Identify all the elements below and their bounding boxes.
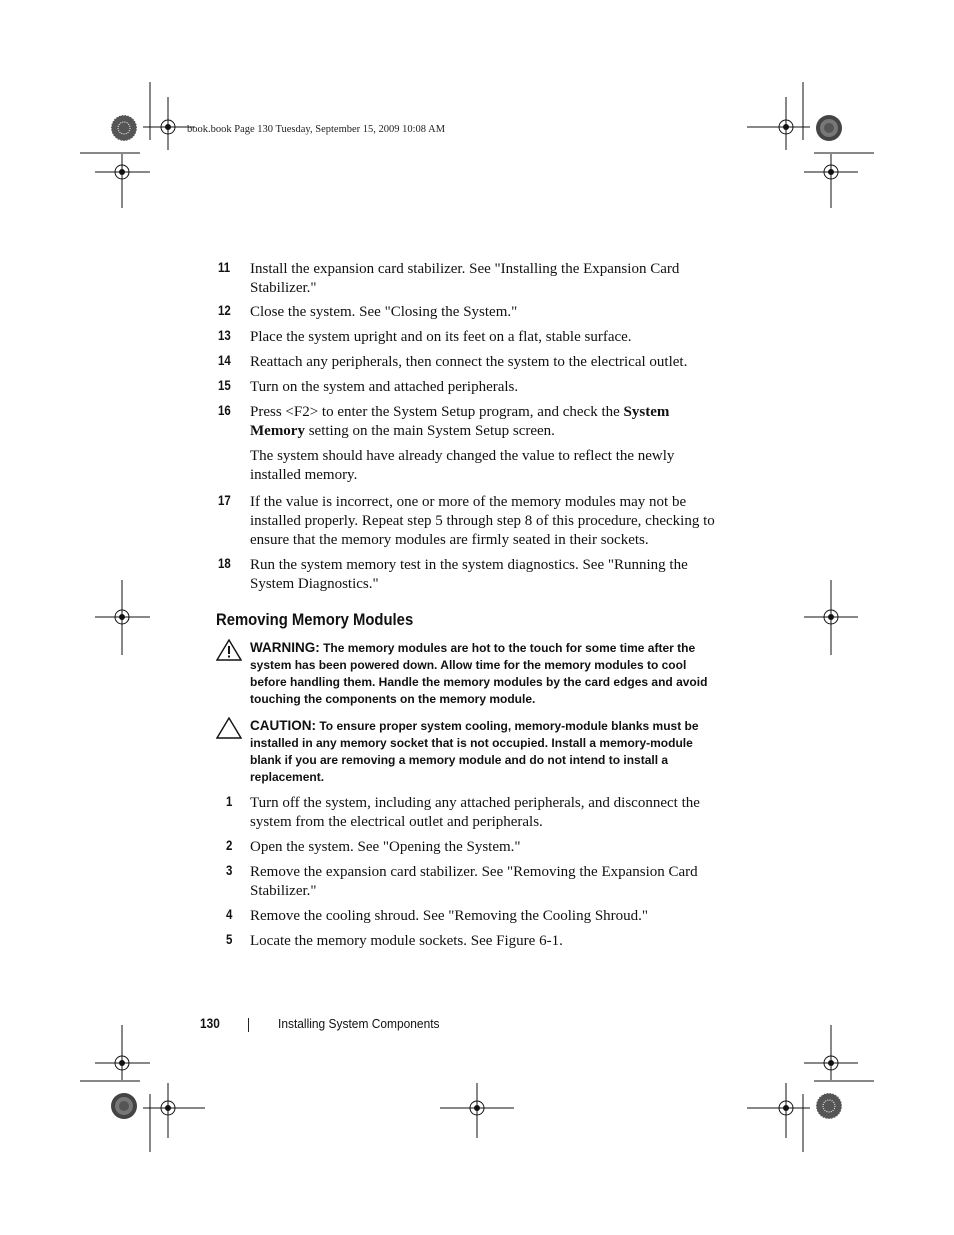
caution-label: CAUTION:	[250, 718, 316, 733]
step-number: 13	[218, 328, 231, 343]
step-number: 18	[218, 556, 231, 571]
step-text: If the value is incorrect, one or more of the memory modules may not be installed properly. Repeat step 5 through step 8 of this procedure, checking to ensure that the memory modules are firmly seated in their sockets.	[250, 494, 715, 548]
warning-icon	[216, 639, 242, 661]
caution-icon	[216, 717, 242, 739]
step-text: Install the expansion card stabilizer. See "Installing the Expansion Card Stabilizer."	[250, 261, 680, 296]
step-text-part: Press <F2> to enter the System Setup program, and check the	[250, 404, 624, 420]
step-text: Turn off the system, including any attached peripherals, and disconnect the system from the electrical outlet and peripherals.	[250, 795, 700, 830]
step-number: 3	[226, 863, 233, 878]
list-item	[218, 794, 718, 832]
step-text: Reattach any peripherals, then connect the system to the electrical outlet.	[250, 354, 688, 370]
step-text: Remove the cooling shroud. See "Removing the Cooling Shroud."	[250, 908, 649, 924]
list-item	[218, 556, 718, 594]
step-text	[250, 403, 718, 441]
caution-body: To ensure proper system cooling, memory-module blanks must be installed in any memory socket that is not occupied. Install a memory-module blank if you are removing a memory module and do not intend to install a replacement.	[250, 719, 699, 784]
list-item	[218, 353, 718, 372]
step-text: Locate the memory module sockets. See Figure 6-1.	[250, 933, 563, 949]
section-heading: Removing Memory Modules	[216, 611, 414, 629]
warning-notice	[216, 639, 716, 708]
list-item	[218, 838, 718, 857]
step-number: 1	[226, 794, 233, 809]
step-text: Turn on the system and attached peripherals.	[250, 379, 519, 395]
list-item	[218, 303, 718, 322]
step-number: 4	[226, 907, 233, 922]
step-number: 5	[226, 932, 233, 947]
list-item	[218, 403, 718, 441]
step-number: 15	[218, 378, 231, 393]
list-item	[218, 932, 718, 951]
list-item	[218, 493, 718, 550]
list-item	[218, 328, 718, 347]
page-number: 130	[200, 1016, 220, 1031]
list-item	[218, 260, 718, 298]
step-text: Remove the expansion card stabilizer. See "Removing the Expansion Card Stabilizer."	[250, 864, 698, 899]
print-header: book.book Page 130 Tuesday, September 15, 2009 10:08 AM	[187, 124, 446, 135]
step-number: 12	[218, 303, 231, 318]
step-number: 16	[218, 403, 231, 418]
chapter-title: Installing System Components	[278, 1016, 440, 1031]
step-number: 11	[218, 260, 231, 275]
step-note: The system should have already changed the value to reflect the newly installed memory.	[250, 448, 675, 483]
step-number: 17	[218, 493, 231, 508]
caution-notice	[216, 717, 716, 786]
step-text: Run the system memory test in the system diagnostics. See "Running the System Diagnostics."	[250, 557, 688, 592]
footer-divider	[248, 1018, 249, 1032]
step-number: 14	[218, 353, 231, 368]
warning-body: The memory modules are hot to the touch for some time after the system has been powered down. Allow time for the memory modules to cool before handling them. Handle the memory modules by the card edges and avoid touching the components on the memory module.	[250, 641, 708, 706]
list-item	[218, 378, 718, 397]
warning-label: WARNING:	[250, 640, 320, 655]
list-item	[218, 863, 718, 901]
warning-text	[250, 639, 720, 708]
list-item	[218, 907, 718, 926]
setting-name: System Memory	[250, 404, 670, 439]
step-number: 2	[226, 838, 233, 853]
step-text: Close the system. See "Closing the System."	[250, 304, 518, 320]
caution-text	[250, 717, 720, 786]
step-text-part: setting on the main System Setup screen.	[304, 423, 555, 439]
step-text: Open the system. See "Opening the System."	[250, 839, 521, 855]
step-text: Place the system upright and on its feet on a flat, stable surface.	[250, 329, 632, 345]
